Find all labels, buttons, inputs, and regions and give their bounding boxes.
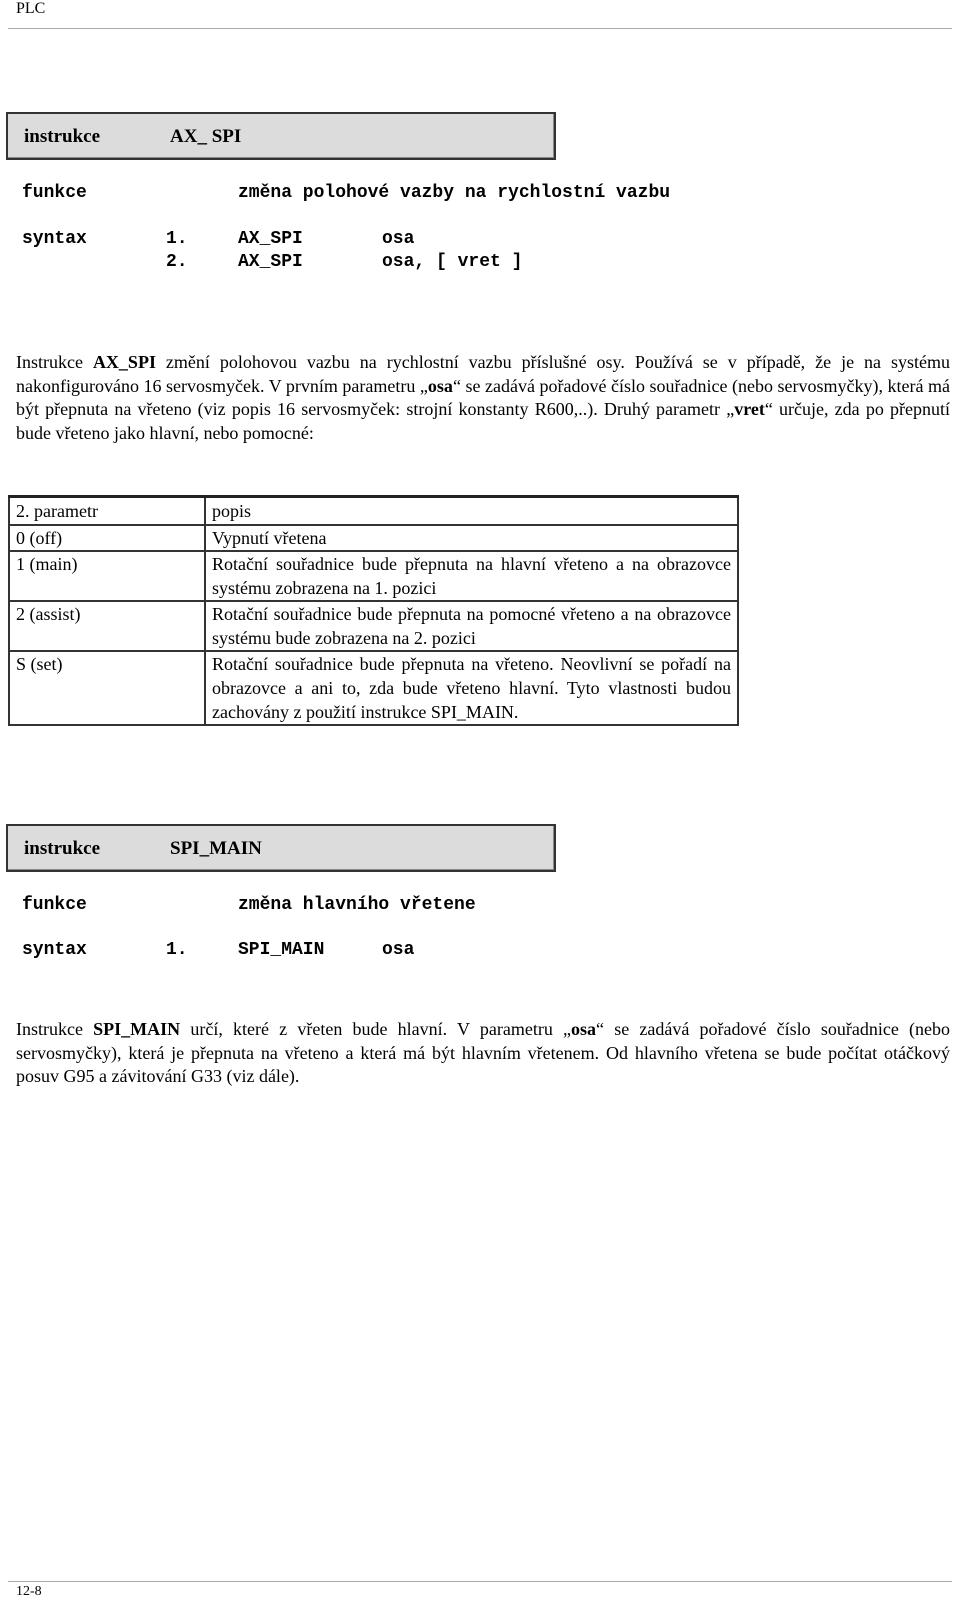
syntax-args: osa (382, 229, 415, 249)
syntax-num: 1. (166, 940, 188, 960)
spi-main-description: Instrukce SPI_MAIN určí, které z vřeten bude hlavní. V parametru „osa“ se zadává pořadové číslo souřadnice (nebo servosmyčky), která je přepnuta na vřeteno a která má být hlavním vřetenem. Od hlavního vřetena se bude počítat otáčkový posuv G95 a závitování G33 (viz dále). (16, 1019, 950, 1086)
syntax-cmd: AX_SPI (238, 229, 303, 249)
table-cell: Vypnutí vřetena (205, 525, 738, 551)
ax-spi-description: Instrukce AX_SPI změní polohovou vazbu na rychlostní vazbu příslušné osy. Používá se v případě, že je na systému nakonfigurováno 16 servosmyček. V prvním parametru „osa“ se zadává pořadové číslo souřadnice (nebo servosmyčky), která má být přepnuta na vřeteno (viz popis 16 servosmyček: strojní konstanty R600,..). Druhý parametr „vret“ určuje, zda po přepnutí bude vřeteno jako hlavní, nebo pomocné: (16, 352, 951, 443)
syntax-args: osa (382, 940, 415, 960)
instruction-name: AX_ SPI (170, 126, 242, 147)
instruction-key: instrukce (24, 126, 100, 147)
page-number: 12-8 (16, 1584, 42, 1599)
syntax-cmd: AX_SPI (238, 252, 303, 272)
table-row (9, 601, 738, 651)
header-rule (8, 28, 952, 29)
table-header-cell: popis (205, 497, 738, 526)
table-header-cell: 2. parametr (9, 497, 205, 526)
table-row (9, 651, 738, 725)
table-cell: Rotační souřadnice bude přepnuta na pomocné vřeteno a na obrazovce systému bude zobrazena na 2. pozici (205, 601, 738, 651)
syntax-cmd: SPI_MAIN (238, 940, 325, 960)
footer-rule (8, 1581, 952, 1582)
function-key: funkce (22, 895, 87, 915)
instruction-box-ax-spi (6, 112, 556, 160)
function-text: změna polohové vazby na rychlostní vazbu (238, 183, 671, 203)
table-cell: Rotační souřadnice bude přepnuta na vřeteno. Neovlivní se pořadí na obrazovce a ani to, zda bude vřeteno hlavní. Tyto vlastnosti budou zachovány z použití instrukce SPI_MAIN. (205, 651, 738, 725)
function-key: funkce (22, 183, 87, 203)
table-cell: Rotační souřadnice bude přepnuta na hlavní vřeteno a na obrazovce systému zobrazena na 1. pozici (205, 551, 738, 601)
table-cell: S (set) (9, 651, 205, 725)
syntax-num: 1. (166, 229, 188, 249)
instruction-box-spi-main (6, 824, 556, 872)
syntax-num: 2. (166, 252, 188, 272)
table-row (9, 525, 738, 551)
syntax-key: syntax (22, 229, 87, 249)
syntax-key: syntax (22, 940, 87, 960)
table-header-row (9, 497, 738, 526)
syntax-args: osa, [ vret ] (382, 252, 523, 272)
function-text: změna hlavního vřetene (238, 895, 476, 915)
table-cell: 0 (off) (9, 525, 205, 551)
page-header: PLC (16, 0, 46, 17)
instruction-name: SPI_MAIN (170, 838, 262, 859)
parameter-table (8, 495, 739, 726)
table-row (9, 551, 738, 601)
instruction-key: instrukce (24, 838, 100, 859)
table-cell: 2 (assist) (9, 601, 205, 651)
table-cell: 1 (main) (9, 551, 205, 601)
